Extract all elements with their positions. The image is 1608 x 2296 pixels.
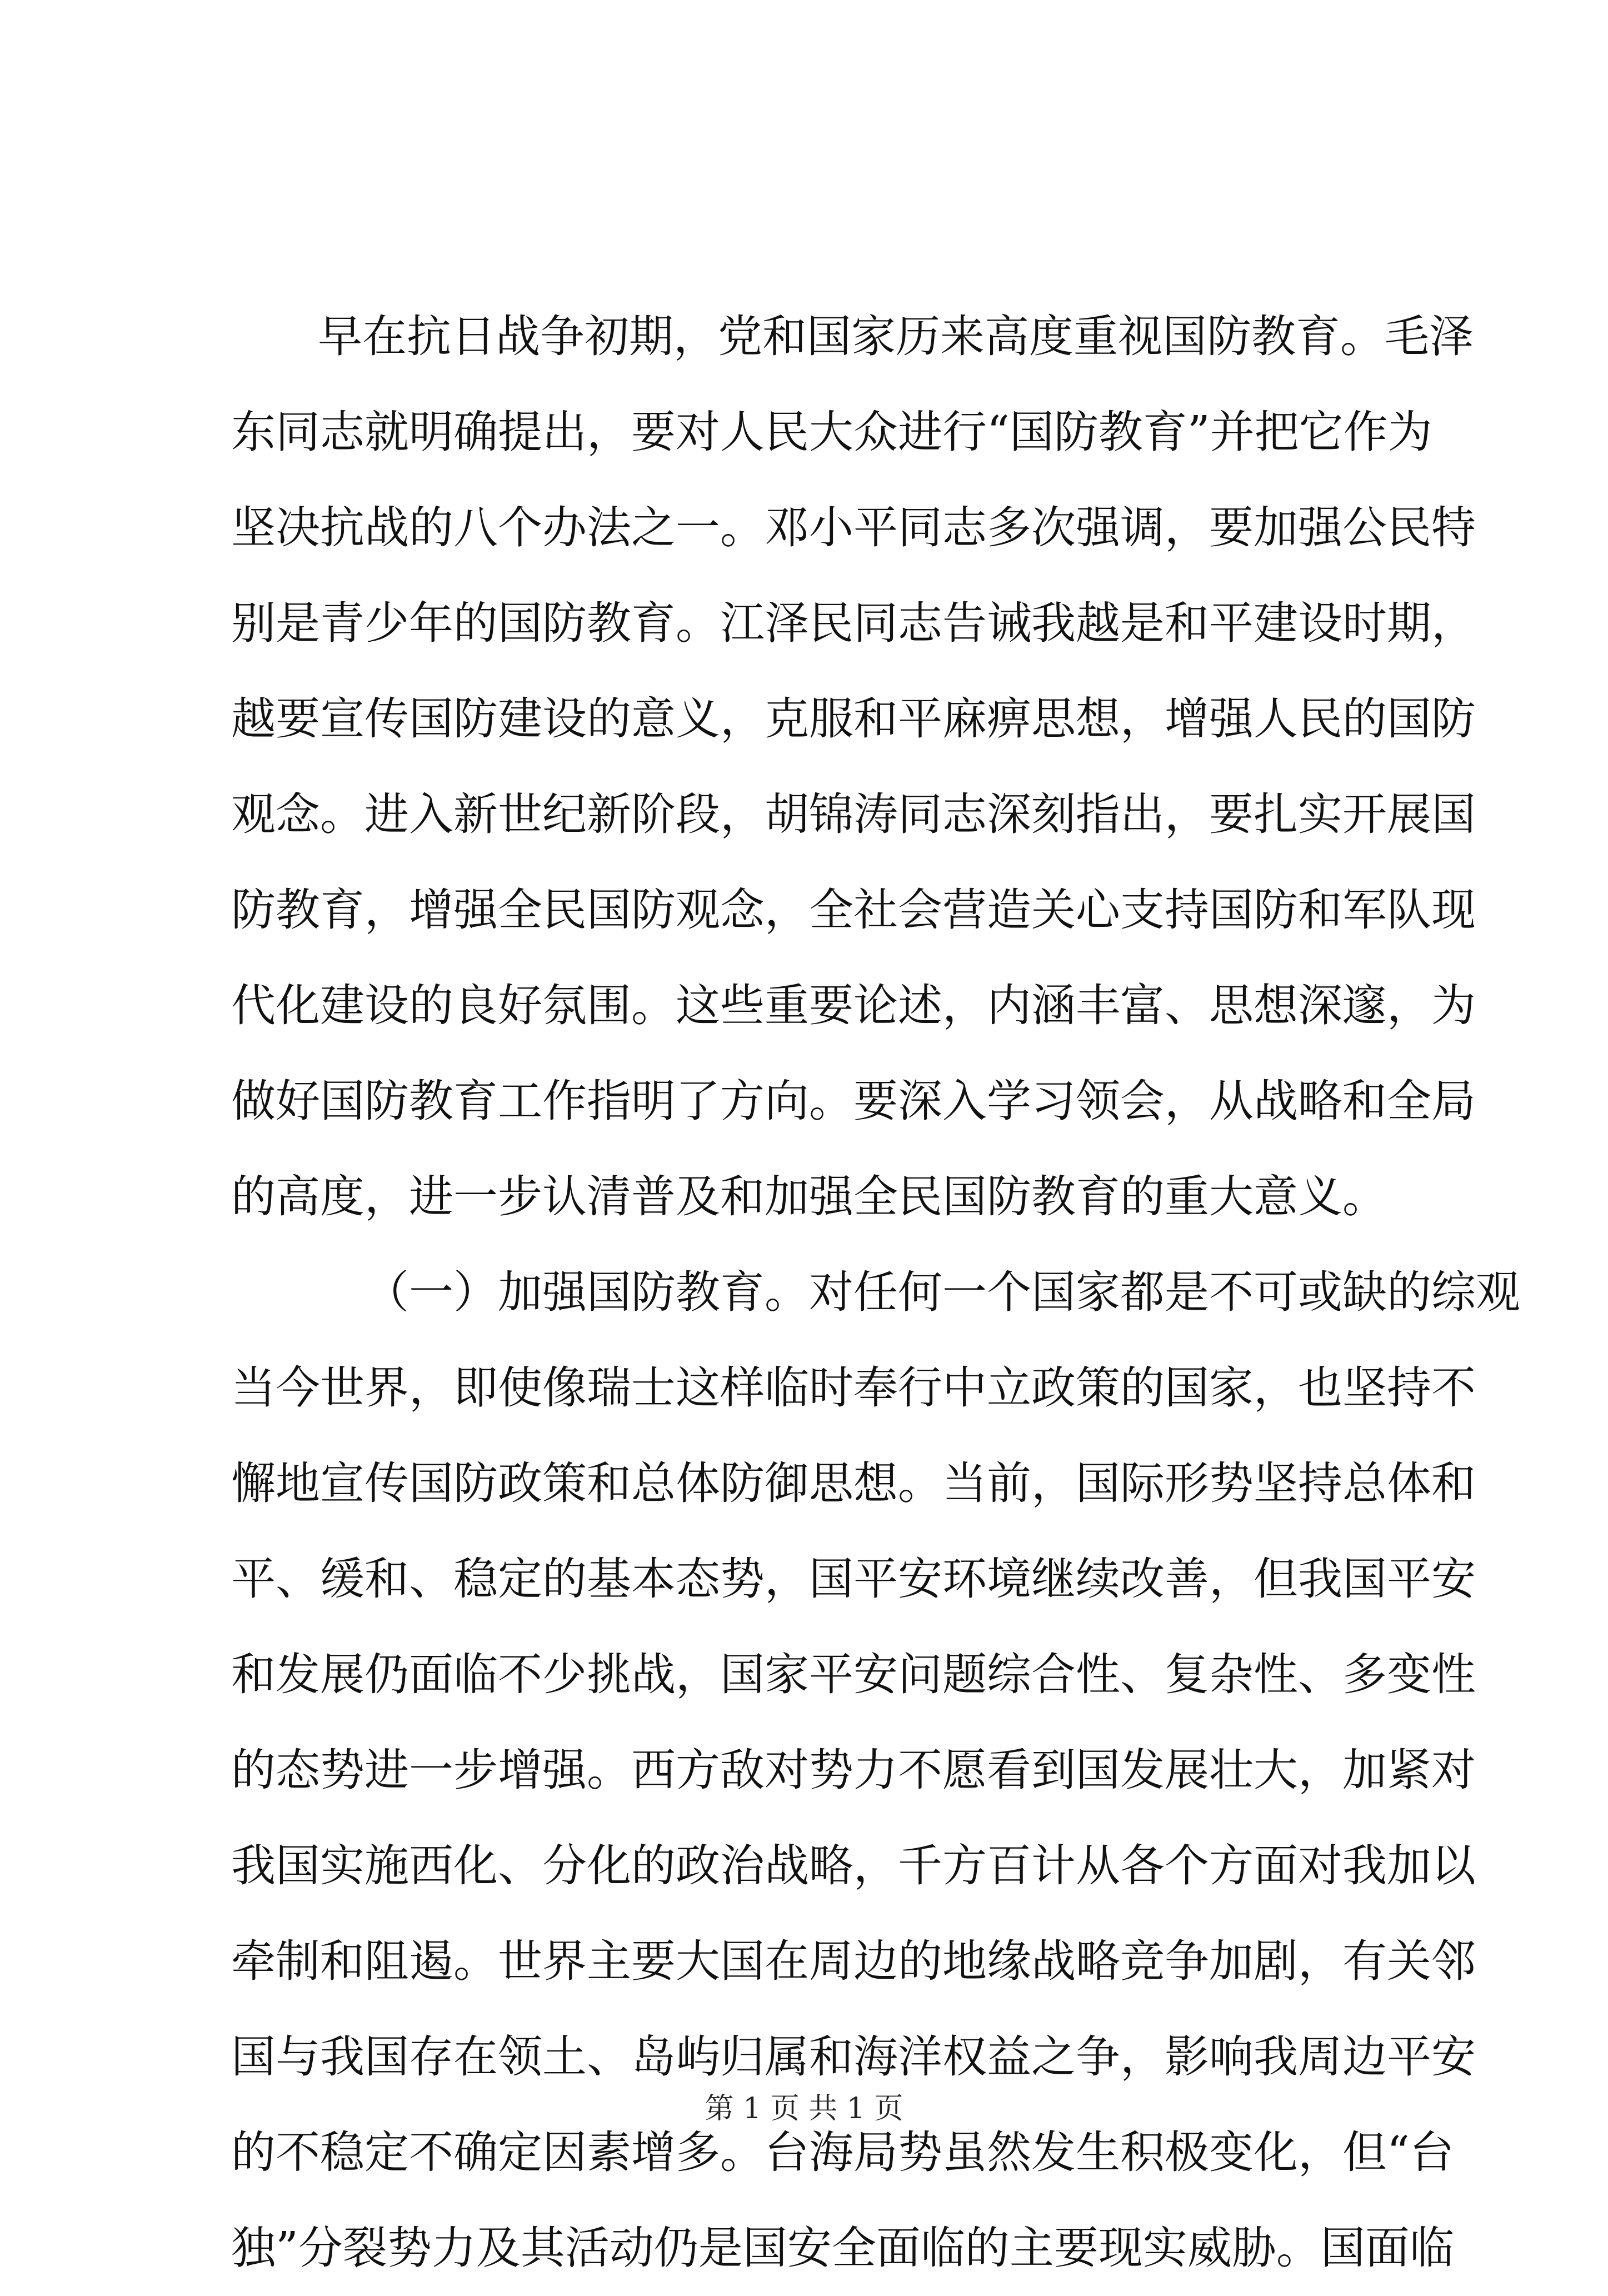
- text-line: 当今世界，即使像瑞士这样临时奉行中立政策的国家，也坚持不: [231, 1362, 1476, 1414]
- text-line: 国与我国存在领土、岛屿归属和海洋权益之争，影响我周边平安: [231, 2031, 1476, 2083]
- text-line: 做好国防教育工作指明了方向。要深入学习领会，从战略和全局: [231, 1075, 1476, 1127]
- page-number-footer: 第 1 页 共 1 页: [705, 2092, 903, 2125]
- text-line: 观念。进入新世纪新阶段，胡锦涛同志深刻指出，要扎实开展国: [231, 788, 1476, 840]
- paragraph-1: [231, 289, 1476, 1245]
- text-line: 平、缓和、稳定的基本态势，国平安环境继续改善，但我国平安: [231, 1553, 1476, 1605]
- text-line: 的高度，进一步认清普及和加强全民国防教育的重大意义。: [231, 1171, 1387, 1222]
- text-line: 坚决抗战的八个办法之一。邓小平同志多次强调，要加强公民特: [231, 502, 1476, 553]
- text-line: 防教育，增强全民国防观念，全社会营造关心支持国防和军队现: [231, 884, 1476, 936]
- text-line: 代化建设的良好氛围。这些重要论述，内涵丰富、思想深邃，为: [231, 980, 1476, 1031]
- text-line: 越要宣传国防建设的意义，克服和平麻痹思想，增强人民的国防: [231, 693, 1476, 745]
- text-line: 懈地宣传国防政策和总体防御思想。当前，国际形势坚持总体和: [231, 1458, 1476, 1509]
- text-line: 和发展仍面临不少挑战，国家平安问题综合性、复杂性、多变性: [231, 1649, 1476, 1700]
- text-line: 我国实施西化、分化的政治战略，千方百计从各个方面对我加以: [231, 1840, 1476, 1891]
- text-line: 的不稳定不确定因素增多。台海局势虽然发生积极变化，但“台: [231, 2127, 1454, 2178]
- text-line: （一）加强国防教育。对任何一个国家都是不可或缺的综观: [364, 1266, 1520, 1318]
- text-line: 牵制和阻遏。世界主要大国在周边的地缘战略竞争加剧，有关邻: [231, 1935, 1476, 1987]
- text-line: 独”分裂势力及其活动仍是国安全面临的主要现实威胁。国面临: [231, 2222, 1454, 2274]
- text-line: 早在抗日战争初期，党和国家历来高度重视国防教育。毛泽: [318, 311, 1474, 362]
- text-line: 东同志就明确提出，要对人民大众进行“国防教育”并把它作为: [231, 406, 1432, 458]
- paragraph-2: [231, 1245, 1520, 2296]
- text-line: 别是青少年的国防教育。江泽民同志告诫我越是和平建设时期，: [231, 597, 1476, 649]
- text-line: 的态势进一步增强。西方敌对势力不愿看到国发展壮大，加紧对: [231, 1744, 1476, 1796]
- body-text: [231, 289, 1520, 2296]
